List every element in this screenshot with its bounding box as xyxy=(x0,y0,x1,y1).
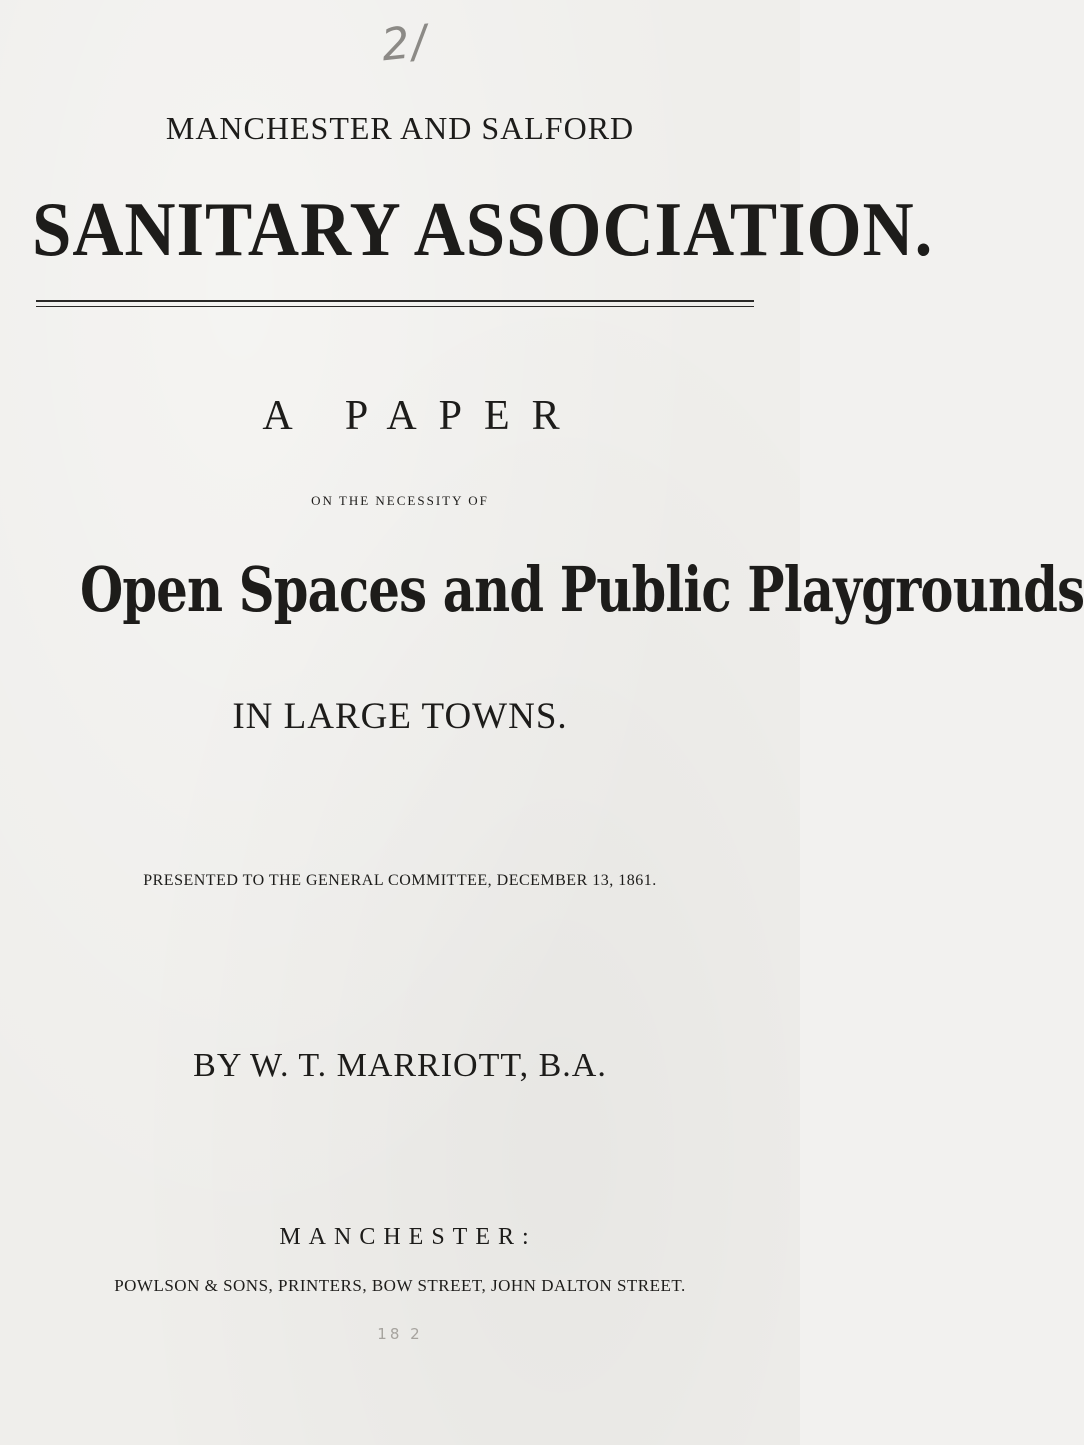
imprint-city: MANCHESTER: xyxy=(279,1224,537,1250)
author-line: BY W. T. MARRIOTT, B.A. xyxy=(193,1047,607,1084)
imprint-printers: POWLSON & SONS, PRINTERS, BOW STREET, JOHN DALTON STREET. xyxy=(114,1276,686,1295)
paper-location: IN LARGE TOWNS. xyxy=(232,696,568,737)
divider-rule-thin xyxy=(36,306,754,307)
margin-note: 18 2 xyxy=(377,1325,423,1343)
organization-name-line1: MANCHESTER AND SALFORD xyxy=(165,110,635,146)
handwritten-mark: 2/ xyxy=(379,15,431,72)
paper-intro: ON THE NECESSITY OF xyxy=(311,493,489,508)
paper-heading: A PAPER xyxy=(262,393,582,439)
divider-rule-thick xyxy=(36,300,754,302)
organization-name-line2: SANITARY ASSOCIATION. xyxy=(32,186,934,272)
paper-subject-blackletter: Open Spaces and Public Playgrounds xyxy=(80,553,1084,626)
presentation-note: PRESENTED TO THE GENERAL COMMITTEE, DECEMBER 13, 1861. xyxy=(143,872,657,889)
